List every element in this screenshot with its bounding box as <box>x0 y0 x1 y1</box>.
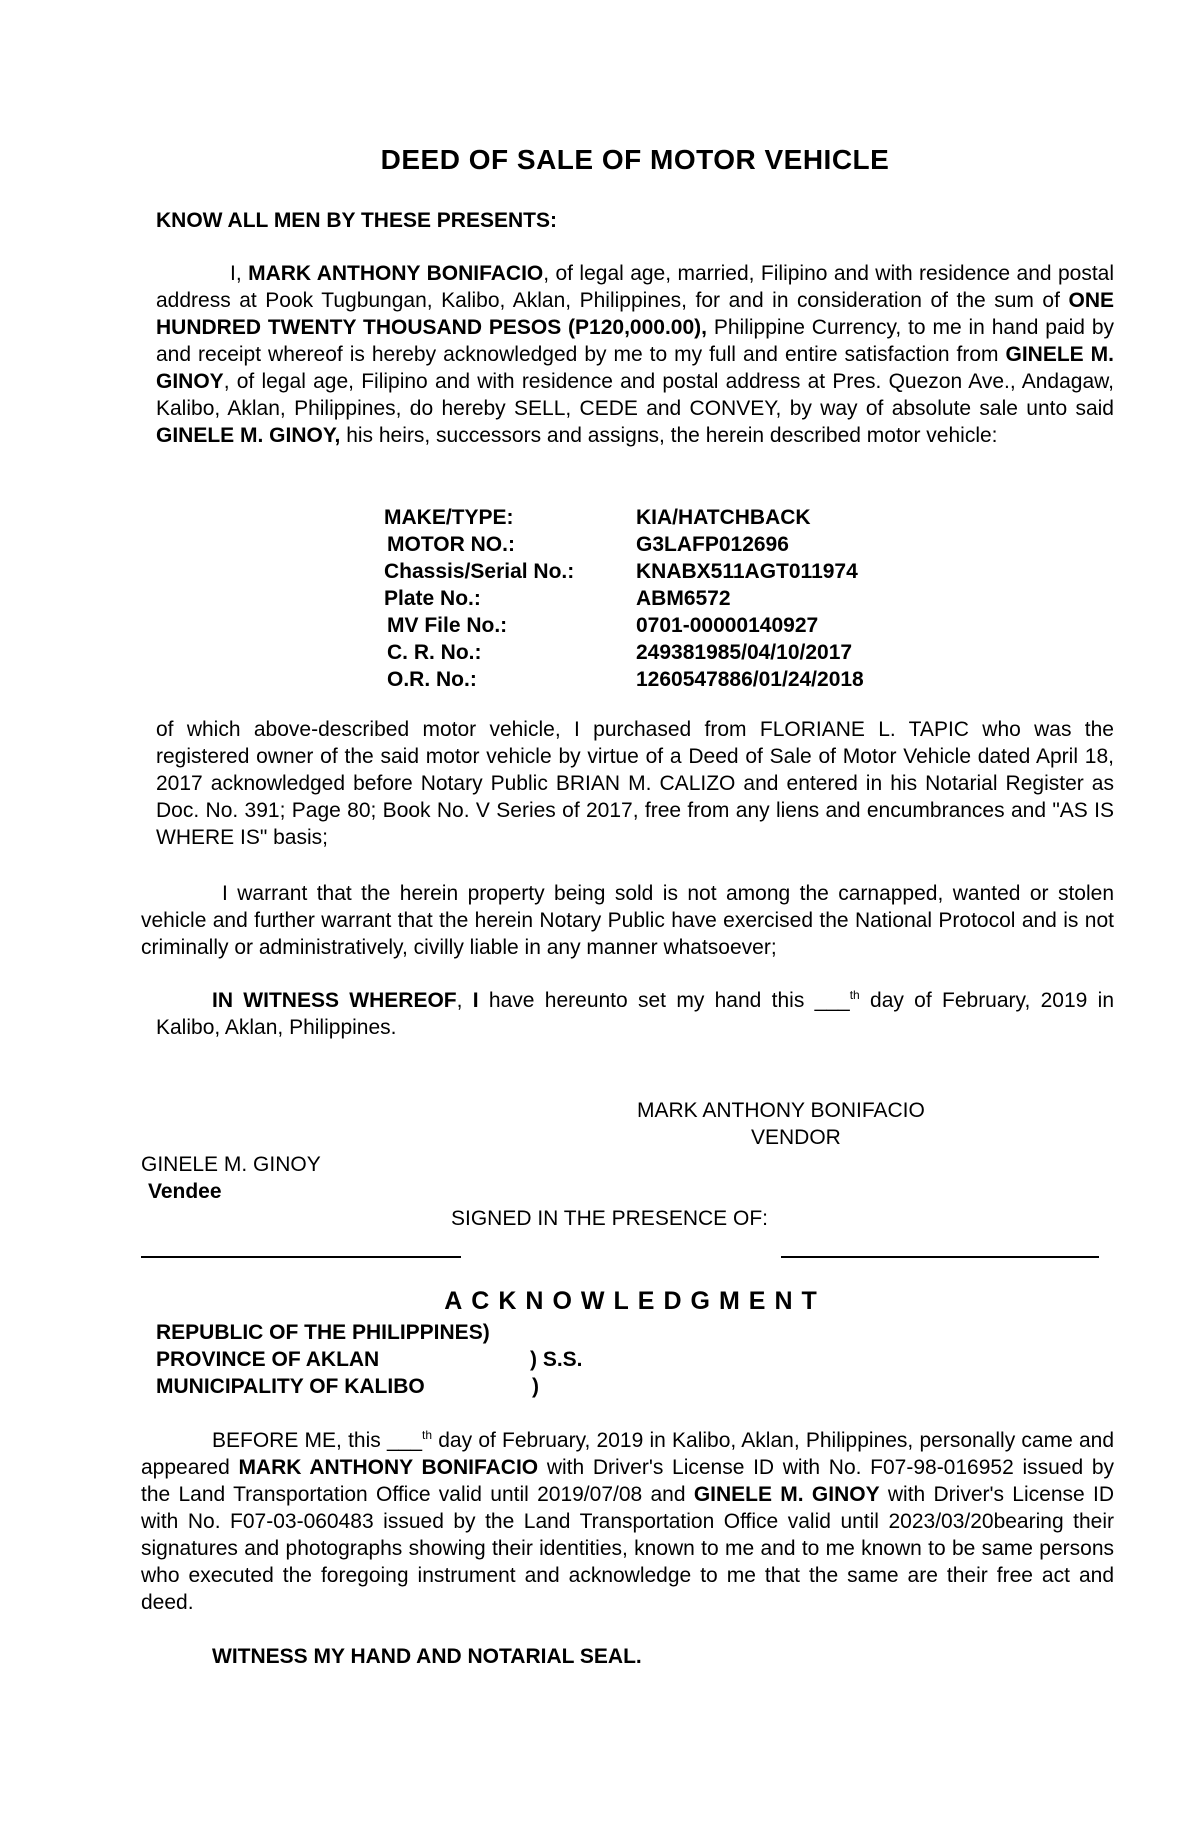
vehicle-detail-label: C. R. No.: <box>387 641 482 664</box>
document-title: DEED OF SALE OF MOTOR VEHICLE <box>380 144 890 175</box>
venue-suffix: ) S.S. <box>530 1348 583 1371</box>
vehicle-detail-label: MAKE/TYPE: <box>384 506 514 529</box>
witness-signature-line <box>141 1256 461 1258</box>
vendee-name: GINELE M. GINOY <box>156 343 1114 393</box>
vehicle-detail-value: G3LAFP012696 <box>636 533 789 556</box>
vehicle-detail-value: KIA/HATCHBACK <box>636 506 811 529</box>
vendee-role: Vendee <box>148 1180 222 1203</box>
vehicle-detail-value: 249381985/04/10/2017 <box>636 641 853 664</box>
venue-line: PROVINCE OF AKLAN <box>156 1348 380 1371</box>
presence-line: SIGNED IN THE PRESENCE OF: <box>451 1207 768 1230</box>
vehicle-detail-label: MV File No.: <box>387 614 508 637</box>
vehicle-detail-value: ABM6572 <box>636 587 731 610</box>
vehicle-detail-value: 0701-00000140927 <box>636 614 819 637</box>
vehicle-detail-label: Plate No.: <box>384 587 481 610</box>
witness-signature-line <box>781 1256 1099 1258</box>
venue-suffix: ) <box>532 1375 539 1398</box>
provenance-paragraph: of which above-described motor vehicle, I purchased from FLORIANE L. TAPIC who was the registered owner of the said motor vehicle by virtue of a Deed of Sale of Motor Vehicle dated April 18, 2017 acknowledged before Notary Public BRIAN M. CALIZO and entered in his Notarial Register as Doc. No. 391; Page 80; Book No. V Series of 2017, free from any liens and encumbrances and "AS IS WHERE IS" basis; <box>156 718 1114 849</box>
opening-line: KNOW ALL MEN BY THESE PRESENTS: <box>156 209 557 232</box>
vendee-signature-name: GINELE M. GINOY <box>141 1153 321 1176</box>
vehicle-detail-value: 1260547886/01/24/2018 <box>636 668 864 691</box>
sale-paragraph: I, MARK ANTHONY BONIFACIO, of legal age, married, Filipino and with residence and postal address at Pook Tugbungan, Kalibo, Aklan, Philippines, for and in consideration of the sum of ONE HUNDRED TWENTY THOUSAND PESOS (P120,000.00), Philippine Currency, to me in hand paid by and receipt whereof is hereby acknowledged by me to my full and entire satisfaction from GINELE M. GINOY, of legal age, Filipino and with residence and postal address at Pres. Quezon Ave., Andagaw, Kalibo, Aklan, Philippines, do hereby SELL, CEDE and CONVEY, by way of absolute sale unto said GINELE M. GINOY, his heirs, successors and assigns, the herein described motor vehicle: <box>156 262 1115 447</box>
vendee-name: GINELE M. GINOY, <box>156 424 341 447</box>
venue-line: REPUBLIC OF THE PHILIPPINES) <box>156 1321 490 1344</box>
witness-paragraph: IN WITNESS WHEREOF, I have hereunto set my hand this ___$^{th}$ day of February, 2019 in Kalibo, Aklan, Philippines. <box>156 988 1114 1039</box>
vendor-name: MARK ANTHONY BONIFACIO <box>248 262 544 285</box>
acknowledgment-paragraph: BEFORE ME, this ___$^{th}$ day of February, 2019 in Kalibo, Aklan, Philippines, personally came and appeared MARK ANTHONY BONIFACIO with Driver's License ID with No. F07-98-016952 issued by the Land Transportation Office valid until 2019/07/08 and GINELE M. GINOY with Driver's License ID with No. F07-03-060483 issued by the Land Transportation Office valid until 2023/03/20bearing their signatures and photographs showing their identities, known to me and to me known to be same persons who executed the foregoing instrument and acknowledge to me that the same are their free act and deed. <box>141 1428 1115 1614</box>
vehicle-detail-label: O.R. No.: <box>387 668 477 691</box>
vendee-name: GINELE M. GINOY <box>693 1483 880 1506</box>
vehicle-detail-value: KNABX511AGT011974 <box>636 560 858 583</box>
vendor-role: VENDOR <box>751 1126 841 1149</box>
vendor-signature-name: MARK ANTHONY BONIFACIO <box>637 1099 925 1122</box>
acknowledgment-title: ACKNOWLEDGMENT <box>444 1287 826 1315</box>
venue-line: MUNICIPALITY OF KALIBO <box>156 1375 425 1398</box>
vehicle-detail-label: Chassis/Serial No.: <box>384 560 575 583</box>
vendor-name: MARK ANTHONY BONIFACIO <box>238 1456 539 1479</box>
sale-amount: ONE HUNDRED TWENTY THOUSAND PESOS (P120,000.00), <box>156 289 1114 339</box>
warranty-paragraph: I warrant that the herein property being sold is not among the carnapped, wanted or stolen vehicle and further warrant that the herein Notary Public have exercised the National Protocol and is not criminally or administratively, civilly liable in any manner whatsoever; <box>141 882 1114 959</box>
notarial-closing: WITNESS MY HAND AND NOTARIAL SEAL. <box>212 1645 642 1668</box>
vehicle-detail-label: MOTOR NO.: <box>387 533 515 556</box>
